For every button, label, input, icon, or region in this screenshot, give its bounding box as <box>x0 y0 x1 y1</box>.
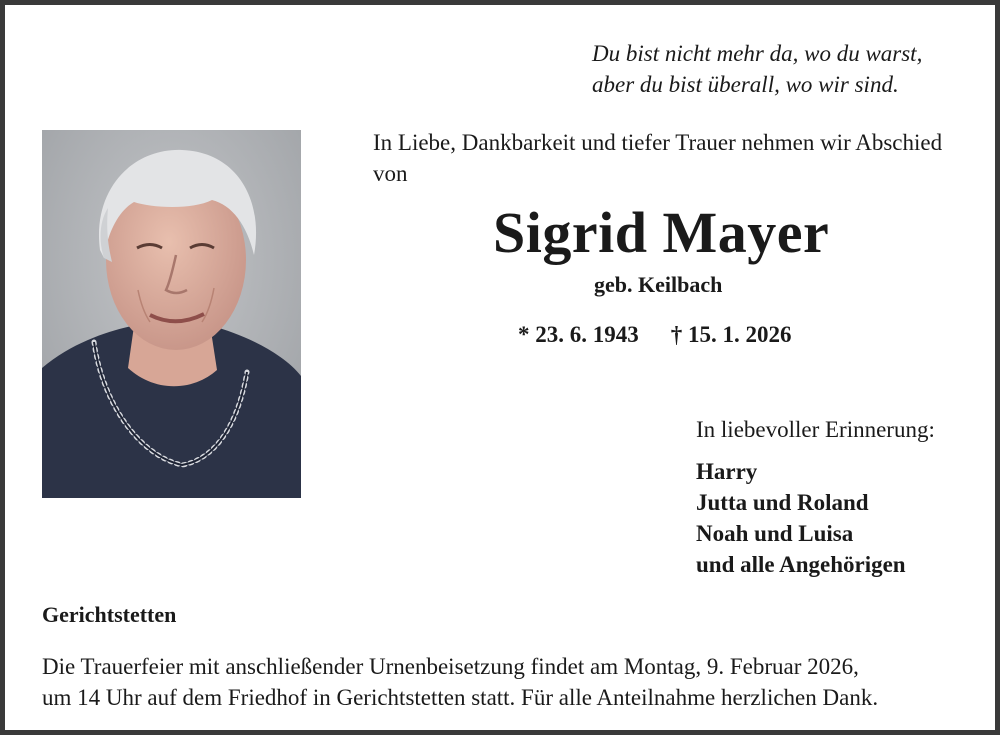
mourner-item: Harry <box>696 459 758 484</box>
portrait-photo <box>42 130 301 498</box>
motto-quote <box>592 38 922 100</box>
remembrance-heading: In liebevoller Erinnerung: <box>696 417 935 442</box>
ceremony-line-1: Die Trauerfeier mit anschließender Urnenbeisetzung findet am Montag, 9. Februar 2026, <box>42 654 859 679</box>
intro-text: In Liebe, Dankbarkeit und tiefer Trauer nehmen wir Abschied von <box>373 130 943 186</box>
ceremony-line-2: um 14 Uhr auf dem Friedhof in Gerichtstetten statt. Für alle Anteilnahme herzlichen Dank. <box>42 685 879 710</box>
death-date: † 15. 1. 2026 <box>670 322 792 347</box>
mourner-item: Noah und Luisa <box>696 521 854 546</box>
motto-line-2: aber du bist überall, wo wir sind. <box>592 72 899 97</box>
mourner-item: Jutta und Roland <box>696 490 869 515</box>
deceased-name: Sigrid Mayer <box>493 200 830 265</box>
ceremony-info <box>42 651 982 713</box>
maiden-name: geb. Keilbach <box>594 272 723 297</box>
birth-date: * 23. 6. 1943 <box>518 322 639 347</box>
motto-line-1: Du bist nicht mehr da, wo du warst, <box>592 41 923 66</box>
life-dates <box>518 320 792 350</box>
place-name: Gerichtstetten <box>42 602 177 627</box>
mourner-item: und alle Angehörigen <box>696 552 906 577</box>
mourners-list <box>696 456 906 580</box>
